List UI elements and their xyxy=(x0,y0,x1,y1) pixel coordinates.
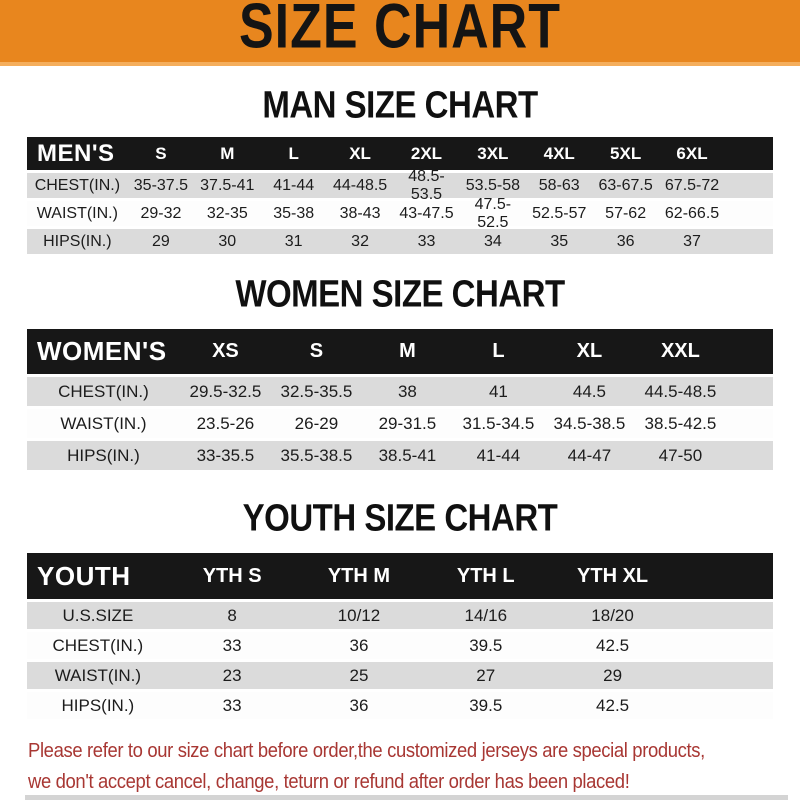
value-cell: 33 xyxy=(222,695,242,715)
value-cell: 43-47.5 xyxy=(399,204,454,222)
value-cell: 44-48.5 xyxy=(332,176,388,194)
column-header-cell: XL xyxy=(576,340,603,362)
value-cell: 26-29 xyxy=(294,413,339,433)
value-cell: 32.5-35.5 xyxy=(280,381,353,401)
value-cell: 35-38 xyxy=(273,204,315,222)
value-cell: 47.5-52.5 xyxy=(474,195,512,231)
women-size-table xyxy=(27,329,773,470)
table-row xyxy=(27,409,773,438)
row-label-cell: CHEST(IN.) xyxy=(52,635,144,655)
table-row xyxy=(27,662,773,689)
row-label-cell: CHEST(IN.) xyxy=(58,381,149,401)
column-header-cell: S xyxy=(155,143,167,163)
value-cell: 38.5-41 xyxy=(378,445,437,465)
column-header-cell: XXL xyxy=(660,340,700,362)
disclaimer-line-2: we don't accept cancel, change, teturn or refund after order has been placed! xyxy=(28,770,630,793)
row-label-cell: WAIST(IN.) xyxy=(60,413,147,433)
value-cell: 29 xyxy=(603,665,623,685)
table-row xyxy=(27,195,773,231)
value-cell: 29 xyxy=(152,232,170,250)
men-size-chart-section xyxy=(0,83,800,254)
value-cell: 47-50 xyxy=(658,445,703,465)
column-header-cell: YTH M xyxy=(327,564,391,587)
table-row xyxy=(27,632,773,659)
value-cell: 23 xyxy=(222,665,242,685)
table-row xyxy=(27,377,773,406)
value-cell: 32 xyxy=(351,232,369,250)
row-label-cell: HIPS(IN.) xyxy=(67,445,140,465)
value-cell: 62-66.5 xyxy=(664,204,720,222)
column-header-cell: M xyxy=(399,340,416,362)
value-cell: 41 xyxy=(488,381,508,401)
women-size-chart-section xyxy=(0,272,800,470)
value-cell: 38 xyxy=(397,381,417,401)
value-cell: 29.5-32.5 xyxy=(189,381,262,401)
value-cell: 39.5 xyxy=(469,635,503,655)
table-header-row xyxy=(27,137,773,170)
value-cell: 33 xyxy=(222,635,242,655)
value-cell: 44.5 xyxy=(572,381,606,401)
table-row xyxy=(27,441,773,470)
youth-section-heading: YOUTH SIZE CHART xyxy=(242,496,558,539)
value-cell: 36 xyxy=(616,232,635,250)
table-header-row xyxy=(27,553,773,599)
value-cell: 42.5 xyxy=(596,695,630,715)
value-cell: 38-43 xyxy=(339,204,381,222)
size-chart-banner xyxy=(0,0,800,66)
value-cell: 63-67.5 xyxy=(598,176,653,194)
row-label-cell: U.S.SIZE xyxy=(62,605,134,625)
column-header-cell: 5XL xyxy=(610,143,642,163)
table-title-cell: YOUTH xyxy=(37,560,131,591)
youth-size-chart-section xyxy=(0,496,800,719)
column-header-cell: L xyxy=(288,143,299,163)
value-cell: 34.5-38.5 xyxy=(553,413,626,433)
column-header-cell: 2XL xyxy=(410,143,443,163)
value-cell: 18/20 xyxy=(591,605,634,625)
value-cell: 53.5-58 xyxy=(465,176,520,194)
value-cell: 41-44 xyxy=(476,445,521,465)
table-row xyxy=(27,229,773,254)
banner-title: SIZE CHART xyxy=(239,0,561,62)
column-header-cell: L xyxy=(492,340,505,362)
table-header-row xyxy=(27,329,773,374)
table-row xyxy=(27,602,773,629)
row-label-cell: HIPS(IN.) xyxy=(43,232,112,250)
disclaimer-line-1: Please refer to our size chart before order,the customized jerseys are special products, xyxy=(28,739,705,762)
column-header-cell: XS xyxy=(212,340,239,362)
bottom-edge-strip xyxy=(25,795,788,800)
value-cell: 35.5-38.5 xyxy=(280,445,353,465)
value-cell: 67.5-72 xyxy=(664,176,720,194)
disclaimer-note xyxy=(28,735,800,797)
value-cell: 33-35.5 xyxy=(196,445,255,465)
table-row xyxy=(27,167,773,203)
value-cell: 10/12 xyxy=(337,605,381,625)
row-label-cell: CHEST(IN.) xyxy=(34,176,121,194)
value-cell: 29-32 xyxy=(140,204,182,222)
value-cell: 58-63 xyxy=(538,176,580,194)
value-cell: 33 xyxy=(417,232,436,250)
table-title-cell: WOMEN'S xyxy=(37,336,167,366)
row-label-cell: WAIST(IN.) xyxy=(54,665,141,685)
table-row xyxy=(27,692,773,719)
value-cell: 57-62 xyxy=(605,204,647,222)
value-cell: 35 xyxy=(550,232,569,250)
value-cell: 37.5-41 xyxy=(200,176,255,194)
value-cell: 35-37.5 xyxy=(133,176,189,194)
column-header-cell: 6XL xyxy=(676,143,708,163)
value-cell: 36 xyxy=(349,695,369,715)
value-cell: 44-47 xyxy=(567,445,612,465)
column-header-cell: YTH XL xyxy=(577,564,649,587)
value-cell: 30 xyxy=(218,232,237,250)
column-header-cell: 4XL xyxy=(543,143,575,163)
women-section-heading: WOMEN SIZE CHART xyxy=(235,272,565,315)
value-cell: 39.5 xyxy=(469,695,503,715)
value-cell: 27 xyxy=(476,665,496,685)
value-cell: 14/16 xyxy=(464,605,508,625)
column-header-cell: S xyxy=(309,340,324,362)
value-cell: 48.5-53.5 xyxy=(408,167,445,203)
table-title-cell: MEN'S xyxy=(37,139,115,167)
value-cell: 52.5-57 xyxy=(532,204,587,222)
value-cell: 31 xyxy=(284,232,303,250)
column-header-cell: XL xyxy=(349,143,371,163)
column-header-cell: 3XL xyxy=(477,143,509,163)
value-cell: 42.5 xyxy=(596,635,630,655)
value-cell: 38.5-42.5 xyxy=(644,413,717,433)
value-cell: 31.5-34.5 xyxy=(462,413,535,433)
column-header-cell: YTH L xyxy=(456,564,515,587)
youth-size-table xyxy=(27,553,773,719)
value-cell: 34 xyxy=(483,232,502,250)
row-label-cell: HIPS(IN.) xyxy=(61,695,135,715)
value-cell: 37 xyxy=(683,232,701,250)
value-cell: 25 xyxy=(349,665,369,685)
value-cell: 8 xyxy=(227,605,237,625)
column-header-cell: YTH S xyxy=(202,564,262,587)
value-cell: 44.5-48.5 xyxy=(644,381,717,401)
men-section-heading: MAN SIZE CHART xyxy=(262,83,538,126)
value-cell: 41-44 xyxy=(273,176,315,194)
value-cell: 29-31.5 xyxy=(378,413,437,433)
men-size-table xyxy=(27,137,773,254)
value-cell: 32-35 xyxy=(206,204,248,222)
row-label-cell: WAIST(IN.) xyxy=(36,204,118,222)
value-cell: 23.5-26 xyxy=(196,413,255,433)
value-cell: 36 xyxy=(349,635,369,655)
column-header-cell: M xyxy=(220,143,235,163)
